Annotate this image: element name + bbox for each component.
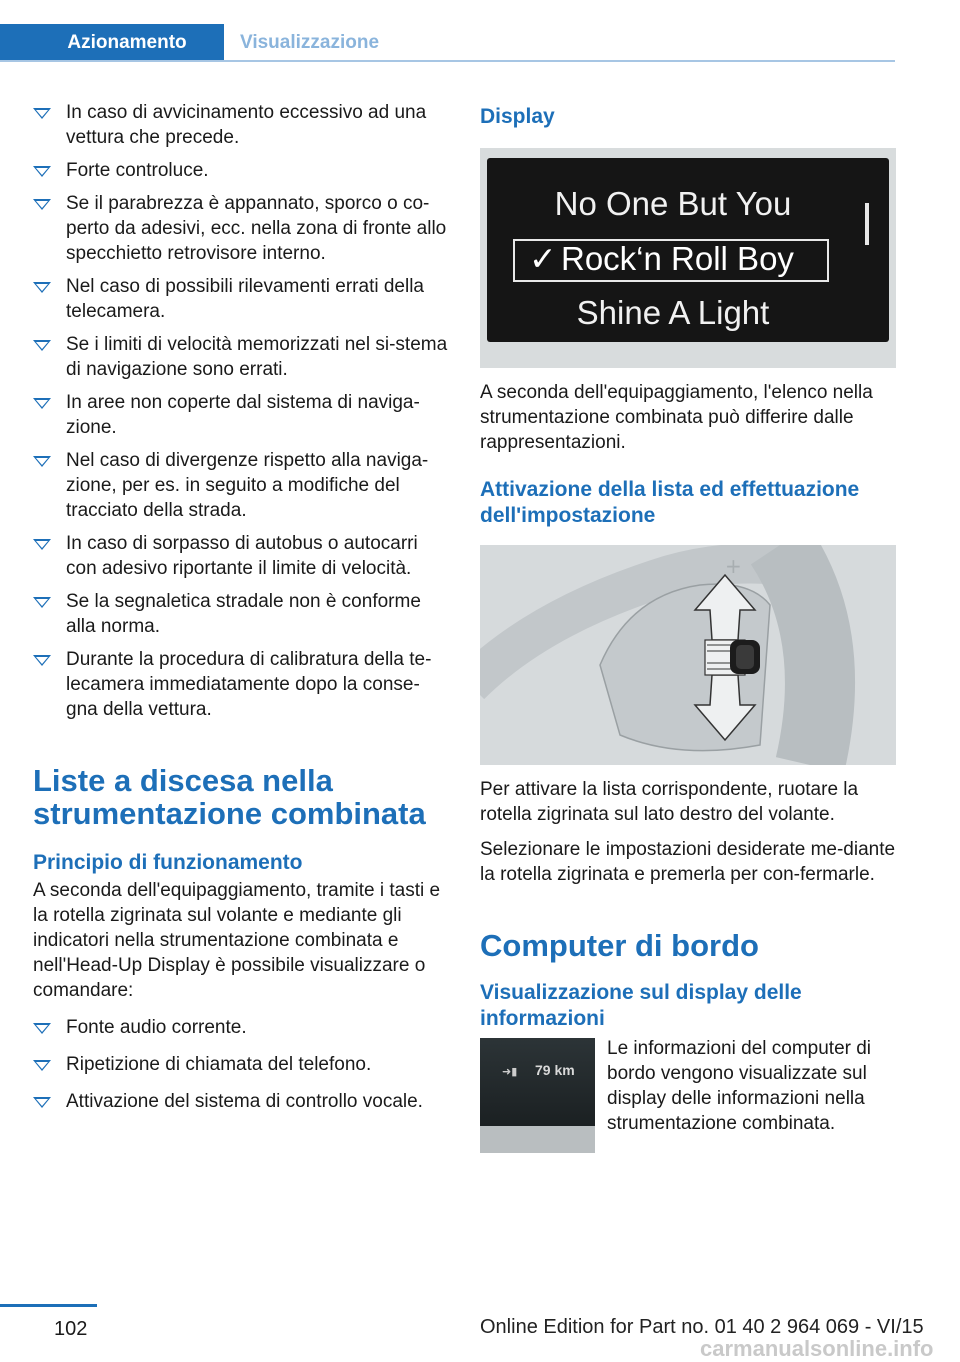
watermark: carmanualsonline.info bbox=[700, 1336, 934, 1361]
list-item: Nel caso di divergenze rispetto alla naviga-zione, per es. in seguito a modifiche del tracciato della strada. bbox=[33, 448, 448, 523]
controls-list bbox=[33, 1015, 448, 1114]
page-header bbox=[0, 24, 895, 62]
thumbwheel-illustration bbox=[480, 545, 896, 765]
display-caption: A seconda dell'equipaggiamento, l'elenco nella strumentazione combinata può differire dalle rappresentazioni. bbox=[480, 382, 873, 453]
bullet-triangle-icon bbox=[33, 166, 51, 177]
bullet-triangle-icon bbox=[33, 456, 51, 467]
instrument-display bbox=[487, 158, 889, 342]
bullet-triangle-icon bbox=[33, 597, 51, 608]
display-item-selected: Rock‘n Roll Boy bbox=[561, 240, 794, 277]
activation-paragraph-1: Per attivare la lista corrispondente, ruotare la rotella zigrinata sul lato destro del volante. bbox=[480, 779, 859, 825]
display-figure bbox=[480, 148, 896, 368]
info-display-thumbnail bbox=[480, 1038, 595, 1153]
right-column bbox=[480, 100, 896, 1156]
checkmark-icon: ✓ bbox=[529, 240, 557, 277]
display-item-bottom: Shine A Light bbox=[576, 294, 770, 331]
activation-paragraph-2: Selezionare le impostazioni desiderate me-diante la rotella zigrinata e premerla per con-fermarle. bbox=[480, 839, 896, 885]
display-selection-frame bbox=[513, 239, 829, 282]
bullet-triangle-icon bbox=[33, 340, 51, 351]
intro-paragraph: A seconda dell'equipaggiamento, tramite i tasti e la rotella zigrinata sul volante e mediante gli indicatori nella strumentazione combinata e nell'Head-Up Display è possibile visualizzare o comandare: bbox=[33, 880, 441, 1001]
display-title: Display bbox=[480, 105, 555, 128]
footer-rule bbox=[0, 1304, 97, 1307]
info-block bbox=[480, 1036, 896, 1156]
display-item-top: No One But You bbox=[554, 185, 792, 222]
tab-azionamento[interactable]: Azionamento bbox=[0, 24, 224, 61]
left-column bbox=[33, 100, 448, 1122]
bullet-triangle-icon bbox=[33, 1060, 51, 1071]
steering-wheel-figure bbox=[480, 545, 896, 765]
section-title: Liste a discesa nella strumentazione combinata bbox=[33, 763, 426, 831]
list-item: Se i limiti di velocità memorizzati nel si-stema di navigazione sono errati. bbox=[33, 332, 448, 382]
bullet-triangle-icon bbox=[33, 282, 51, 293]
bullet-triangle-icon bbox=[33, 539, 51, 550]
list-item: Durante la procedura di calibratura della te-lecamera immediatamente dopo la conse-gna della vettura. bbox=[33, 647, 448, 722]
info-paragraph: Le informazioni del computer di bordo vengono visualizzate sul display delle informazioni nella strumentazione combinata. bbox=[607, 1038, 872, 1134]
computer-title: Computer di bordo bbox=[480, 928, 759, 963]
tab-visualizzazione[interactable]: Visualizzazione bbox=[240, 31, 380, 53]
conditions-list bbox=[33, 100, 448, 722]
svg-text:+: + bbox=[725, 554, 742, 578]
list-item: Fonte audio corrente. bbox=[33, 1015, 448, 1040]
range-readout: 79 km bbox=[535, 1062, 575, 1078]
list-item: Attivazione del sistema di controllo vocale. bbox=[33, 1089, 448, 1114]
bullet-triangle-icon bbox=[33, 108, 51, 119]
range-icon: ➜▮ bbox=[502, 1065, 518, 1078]
edition-text: Online Edition for Part no. 01 40 2 964 069 - VI/15 bbox=[480, 1316, 924, 1338]
bullet-triangle-icon bbox=[33, 1023, 51, 1034]
info-display-title: Visualizzazione sul display delle informazioni bbox=[480, 981, 802, 1030]
scrollbar-indicator bbox=[865, 203, 869, 245]
subsection-title: Principio di funzionamento bbox=[33, 851, 303, 874]
list-item: Se la segnaletica stradale non è conforme alla norma. bbox=[33, 589, 448, 639]
list-item: In caso di avvicinamento eccessivo ad una vettura che precede. bbox=[33, 100, 448, 150]
list-item: Se il parabrezza è appannato, sporco o co-perto da adesivi, ecc. nella zona di fronte allo specchietto retrovisore interno. bbox=[33, 191, 448, 266]
bullet-triangle-icon bbox=[33, 199, 51, 210]
list-item: Nel caso di possibili rilevamenti errati della telecamera. bbox=[33, 274, 448, 324]
bullet-triangle-icon bbox=[33, 1097, 51, 1108]
list-item: In caso di sorpasso di autobus o autocarri con adesivo riportante il limite di velocità. bbox=[33, 531, 448, 581]
list-item: Ripetizione di chiamata del telefono. bbox=[33, 1052, 448, 1077]
list-item: Forte controluce. bbox=[33, 158, 448, 183]
header-rule bbox=[0, 60, 895, 62]
list-item: In aree non coperte dal sistema di naviga-zione. bbox=[33, 390, 448, 440]
bullet-triangle-icon bbox=[33, 398, 51, 409]
page-number: 102 bbox=[54, 1318, 88, 1340]
bullet-triangle-icon bbox=[33, 655, 51, 666]
activation-title: Attivazione della lista ed effettuazione dell'impostazione bbox=[480, 478, 860, 527]
